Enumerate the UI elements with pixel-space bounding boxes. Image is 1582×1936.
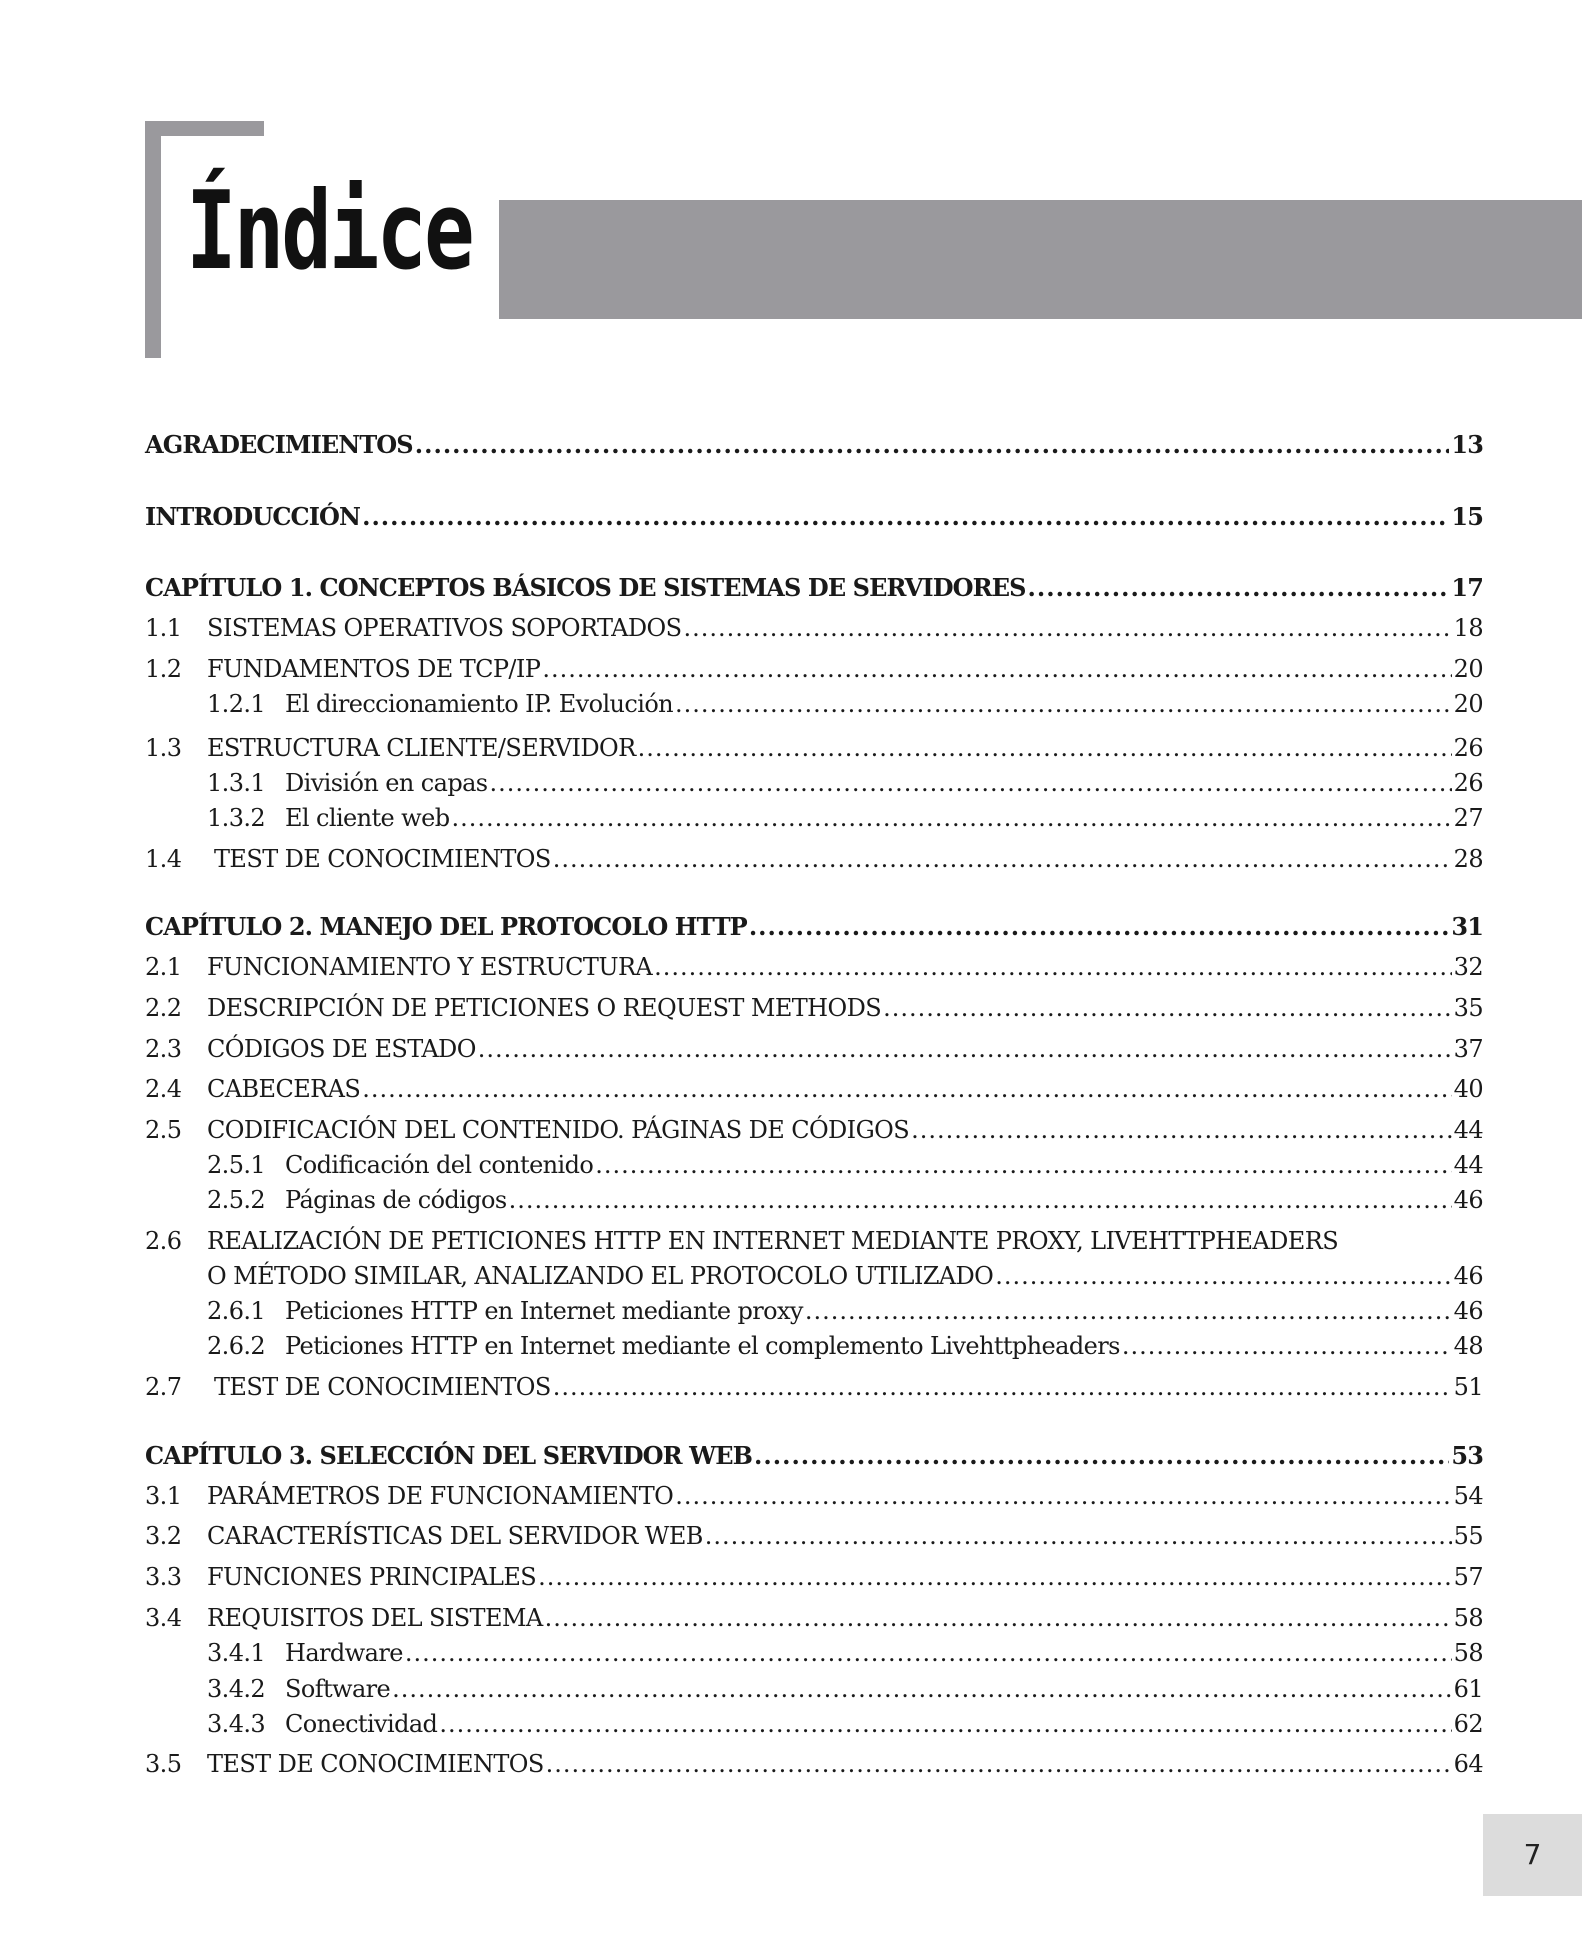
toc-entry-number: 3.5: [145, 1750, 182, 1778]
toc-entry[interactable]: [145, 573, 1483, 609]
toc-dot-leader: [490, 769, 1452, 797]
toc-dot-leader: [405, 1639, 1452, 1667]
toc-dot-leader: [538, 1563, 1452, 1591]
toc-entry-label: CAPÍTULO 2. MANEJO DEL PROTOCOLO HTTP: [145, 912, 747, 941]
toc-dot-leader: [1028, 573, 1450, 602]
toc-entry-page: 26: [1453, 734, 1483, 762]
page-title: Índice: [186, 169, 472, 294]
toc-dot-leader: [675, 1482, 1451, 1510]
toc-entry-number: 3.3: [145, 1563, 182, 1591]
toc-dot-leader: [439, 1710, 1451, 1738]
toc-entry-number: 2.2: [145, 994, 182, 1022]
toc-dot-leader: [451, 804, 1451, 832]
toc-entry[interactable]: [145, 1639, 1483, 1675]
toc-entry-number: 2.5.1: [207, 1151, 266, 1179]
toc-dot-leader: [675, 690, 1452, 718]
toc-entry-label: SISTEMAS OPERATIVOS SOPORTADOS: [207, 614, 682, 642]
toc-entry-page: 32: [1453, 953, 1483, 981]
toc-entry-number: 2.6: [145, 1227, 182, 1255]
toc-entry[interactable]: [145, 953, 1483, 989]
toc-entry[interactable]: [145, 1750, 1483, 1786]
toc-entry-number: 3.1: [145, 1482, 182, 1510]
toc-dot-leader: [362, 1075, 1451, 1103]
toc-dot-leader: [683, 614, 1451, 642]
title-bracket-vertical: [145, 121, 161, 358]
toc-entry[interactable]: [145, 912, 1483, 948]
toc-entry-page: 17: [1451, 573, 1483, 602]
toc-dot-leader: [478, 1035, 1452, 1063]
toc-entry-page: 48: [1453, 1332, 1483, 1360]
toc-dot-leader: [995, 1262, 1451, 1290]
toc-entry-page: 28: [1453, 845, 1483, 873]
toc-entry[interactable]: [145, 1035, 1483, 1071]
toc-entry-label: REQUISITOS DEL SISTEMA: [207, 1604, 543, 1632]
toc-dot-leader: [654, 953, 1452, 981]
toc-entry[interactable]: [145, 804, 1483, 840]
toc-entry-label: ESTRUCTURA CLIENTE/SERVIDOR: [207, 734, 636, 762]
toc-entry-number: 1.1: [145, 614, 182, 642]
toc-entry-page: 44: [1453, 1151, 1483, 1179]
toc-entry-page: 26: [1453, 769, 1483, 797]
toc-entry[interactable]: [145, 1297, 1483, 1333]
toc-entry-label: REALIZACIÓN DE PETICIONES HTTP EN INTERNET MEDIANTE PROXY, LIVEHTTPHEADERS: [207, 1227, 1339, 1255]
toc-dot-leader: [545, 1604, 1452, 1632]
toc-entry-page: 20: [1453, 690, 1483, 718]
toc-entry[interactable]: [145, 690, 1483, 726]
toc-entry-number: 3.4.3: [207, 1710, 266, 1738]
toc-dot-leader: [392, 1675, 1452, 1703]
toc-entry[interactable]: [145, 1710, 1483, 1746]
toc-entry[interactable]: [145, 1151, 1483, 1187]
toc-entry-label-continued: O MÉTODO SIMILAR, ANALIZANDO EL PROTOCOLO UTILIZADO: [207, 1262, 994, 1290]
toc-entry-page: 35: [1453, 994, 1483, 1022]
toc-entry-page: 58: [1453, 1639, 1483, 1667]
toc-entry[interactable]: [145, 614, 1483, 650]
toc-entry-number: 1.3.1: [207, 769, 266, 797]
toc-dot-leader: [705, 1522, 1452, 1550]
toc-dot-leader: [749, 912, 1450, 941]
toc-entry[interactable]: [145, 502, 1483, 538]
toc-entry[interactable]: [145, 845, 1483, 881]
toc-entry-number: 2.5.2: [207, 1186, 266, 1214]
toc-entry-label: TEST DE CONOCIMIENTOS: [207, 1373, 551, 1401]
toc-entry-page: 46: [1453, 1262, 1483, 1290]
toc-entry[interactable]: [145, 1262, 1483, 1298]
toc-entry-label: El cliente web: [285, 804, 450, 832]
toc-entry-label: FUNCIONES PRINCIPALES: [207, 1563, 537, 1591]
toc-entry[interactable]: [145, 734, 1483, 770]
toc-entry-number: 1.2.1: [207, 690, 266, 718]
toc-entry-label: CODIFICACIÓN DEL CONTENIDO. PÁGINAS DE CÓDIGOS: [207, 1116, 910, 1144]
toc-entry-label: DESCRIPCIÓN DE PETICIONES O REQUEST METHODS: [207, 994, 882, 1022]
toc-entry-label: Conectividad: [285, 1710, 438, 1738]
toc-entry-number: 2.1: [145, 953, 182, 981]
toc-entry-label: Páginas de códigos: [285, 1186, 507, 1214]
toc-dot-leader: [638, 734, 1452, 762]
toc-entry-label: AGRADECIMIENTOS: [145, 430, 413, 459]
toc-entry-label: El direccionamiento IP. Evolución: [285, 690, 674, 718]
toc-entry-label: TEST DE CONOCIMIENTOS: [207, 845, 551, 873]
toc-entry-label: CAPÍTULO 3. SELECCIÓN DEL SERVIDOR WEB: [145, 1441, 753, 1470]
toc-entry-label: CARACTERÍSTICAS DEL SERVIDOR WEB: [207, 1522, 703, 1550]
toc-entry[interactable]: [145, 1675, 1483, 1711]
toc-entry[interactable]: [145, 1075, 1483, 1111]
toc-entry-number: 2.6.1: [207, 1297, 266, 1325]
page-number: 7: [1523, 1838, 1542, 1871]
toc-entry-label: INTRODUCCIÓN: [145, 502, 361, 531]
toc-entry-page: 53: [1451, 1441, 1483, 1470]
toc-entry-label: PARÁMETROS DE FUNCIONAMIENTO: [207, 1482, 674, 1510]
toc-entry[interactable]: [145, 1332, 1483, 1368]
toc-entry-page: 20: [1453, 655, 1483, 683]
toc-dot-leader: [754, 1441, 1449, 1470]
toc-entry-label: Hardware: [285, 1639, 403, 1667]
toc-entry[interactable]: [145, 430, 1483, 466]
toc-entry-label: CABECERAS: [207, 1075, 361, 1103]
toc-dot-leader: [553, 1373, 1452, 1401]
toc-entry[interactable]: [145, 1186, 1483, 1222]
title-bracket-horizontal: [145, 121, 264, 136]
toc-entry-label: Software: [285, 1675, 391, 1703]
toc-dot-leader: [595, 1151, 1451, 1179]
toc-entry[interactable]: [145, 1563, 1483, 1599]
toc-entry-page: 15: [1451, 502, 1483, 531]
toc-dot-leader: [1122, 1332, 1452, 1360]
toc-entry-number: 2.6.2: [207, 1332, 266, 1360]
toc-dot-leader: [883, 994, 1452, 1022]
toc-entry-number: 3.2: [145, 1522, 182, 1550]
toc-entry-label: FUNDAMENTOS DE TCP/IP: [207, 655, 541, 683]
toc-entry-page: 13: [1451, 430, 1483, 459]
toc-dot-leader: [542, 655, 1451, 683]
toc-dot-leader: [509, 1186, 1452, 1214]
toc-entry-page: 64: [1453, 1750, 1483, 1778]
toc-entry-first-line[interactable]: [145, 1227, 1483, 1263]
toc-entry-page: 40: [1453, 1075, 1483, 1103]
toc-entry-label: División en capas: [285, 769, 488, 797]
toc-dot-leader: [415, 430, 1450, 459]
toc-entry-number: 1.2: [145, 655, 182, 683]
toc-entry-number: 1.4: [145, 845, 182, 873]
toc-entry-page: 61: [1453, 1675, 1483, 1703]
toc-entry[interactable]: [145, 1522, 1483, 1558]
toc-entry-page: 54: [1453, 1482, 1483, 1510]
toc-entry[interactable]: [145, 1373, 1483, 1409]
toc-entry-page: 51: [1453, 1373, 1483, 1401]
toc-entry[interactable]: [145, 1441, 1483, 1477]
toc-entry-page: 44: [1453, 1116, 1483, 1144]
toc-dot-leader: [546, 1750, 1452, 1778]
toc-dot-leader: [362, 502, 1449, 531]
toc-entry-page: 31: [1451, 912, 1483, 941]
toc-entry-page: 46: [1453, 1297, 1483, 1325]
toc-entry-label: Peticiones HTTP en Internet mediante proxy: [285, 1297, 803, 1325]
toc-entry-page: 57: [1453, 1563, 1483, 1591]
toc-entry-label: FUNCIONAMIENTO Y ESTRUCTURA: [207, 953, 653, 981]
toc-entry-page: 18: [1453, 614, 1483, 642]
toc-dot-leader: [553, 845, 1452, 873]
toc-entry-page: 37: [1453, 1035, 1483, 1063]
toc-dot-leader: [911, 1116, 1452, 1144]
toc-entry-page: 46: [1453, 1186, 1483, 1214]
page-number-box: [1483, 1814, 1582, 1896]
toc-entry-label: Codificación del contenido: [285, 1151, 594, 1179]
title-decorative-bar: [499, 200, 1582, 319]
toc-entry-page: 55: [1453, 1522, 1483, 1550]
toc-entry-number: 3.4.2: [207, 1675, 266, 1703]
toc-dot-leader: [805, 1297, 1452, 1325]
toc-entry-number: 2.7: [145, 1373, 182, 1401]
toc-entry-page: 27: [1453, 804, 1483, 832]
toc-entry-number: 2.4: [145, 1075, 182, 1103]
toc-entry-page: 62: [1453, 1710, 1483, 1738]
toc-entry-number: 3.4: [145, 1604, 182, 1632]
toc-entry-number: 2.5: [145, 1116, 182, 1144]
toc-entry-number: 3.4.1: [207, 1639, 266, 1667]
toc-entry-number: 1.3: [145, 734, 182, 762]
toc-entry[interactable]: [145, 1482, 1483, 1518]
toc-entry-number: 2.3: [145, 1035, 182, 1063]
toc-entry[interactable]: [145, 655, 1483, 691]
toc-entry-number: 1.3.2: [207, 804, 266, 832]
toc-entry-label: CÓDIGOS DE ESTADO: [207, 1035, 476, 1063]
toc-entry-label: TEST DE CONOCIMIENTOS: [207, 1750, 544, 1778]
toc-entry-label: Peticiones HTTP en Internet mediante el complemento Livehttpheaders: [285, 1332, 1120, 1360]
toc-entry-label: CAPÍTULO 1. CONCEPTOS BÁSICOS DE SISTEMAS DE SERVIDORES: [145, 573, 1026, 602]
toc-entry[interactable]: [145, 994, 1483, 1030]
toc-entry-page: 58: [1453, 1604, 1483, 1632]
toc-entry[interactable]: [145, 1116, 1483, 1152]
toc-entry[interactable]: [145, 769, 1483, 805]
toc-entry[interactable]: [145, 1604, 1483, 1640]
